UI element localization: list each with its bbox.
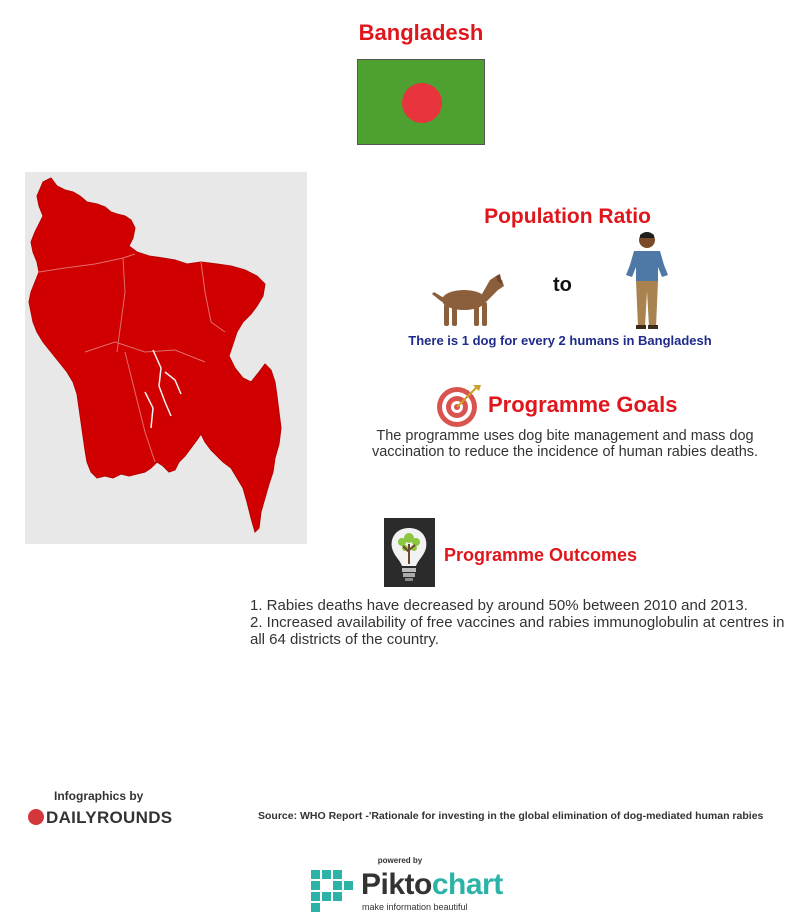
ratio-connector: to: [553, 274, 572, 296]
piktochart-wordmark: [361, 868, 503, 902]
outcomes-list: [250, 597, 790, 648]
source-note: Source: WHO Report -'Rationale for investing in the global elimination of dog-mediated human rabies: [258, 810, 764, 822]
piktochart-wordmark-post: chart: [431, 868, 503, 901]
target-icon: [437, 383, 483, 429]
lightbulb-tree-icon: [384, 518, 435, 587]
dailyrounds-logo: [28, 808, 172, 828]
page-title: Bangladesh: [358, 20, 484, 45]
powered-by-label: powered by: [377, 856, 423, 865]
man-icon: [622, 229, 672, 331]
programme-goals-text: The programme uses dog bite management and mass dog vaccination to reduce the incidence of human rabies deaths.: [371, 428, 759, 460]
flag-disc: [402, 83, 442, 123]
dog-icon: [430, 272, 506, 330]
piktochart-tagline: make information beautiful: [362, 902, 468, 912]
piktochart-logo-icon: [311, 870, 355, 914]
dailyrounds-logo-icon: [28, 809, 44, 825]
list-item: 2. Increased availability of free vaccines and rabies immunoglobulin at centres in all 64 districts of the country.: [250, 614, 785, 648]
map-icon: [25, 172, 307, 544]
population-ratio-title: Population Ratio: [484, 205, 651, 228]
bangladesh-map: [25, 172, 307, 544]
piktochart-wordmark-pre: Pikto: [361, 868, 432, 901]
bangladesh-flag: [357, 59, 485, 145]
programme-outcomes-title: Programme Outcomes: [444, 545, 638, 565]
ratio-text: There is 1 dog for every 2 humans in Bangladesh: [408, 333, 712, 348]
dailyrounds-brand: DAILYROUNDS: [46, 808, 173, 827]
infographics-credit: Infographics by: [54, 789, 144, 803]
list-item: 1. Rabies deaths have decreased by around 50% between 2010 and 2013.: [250, 597, 748, 614]
programme-goals-title: Programme Goals: [488, 392, 678, 417]
